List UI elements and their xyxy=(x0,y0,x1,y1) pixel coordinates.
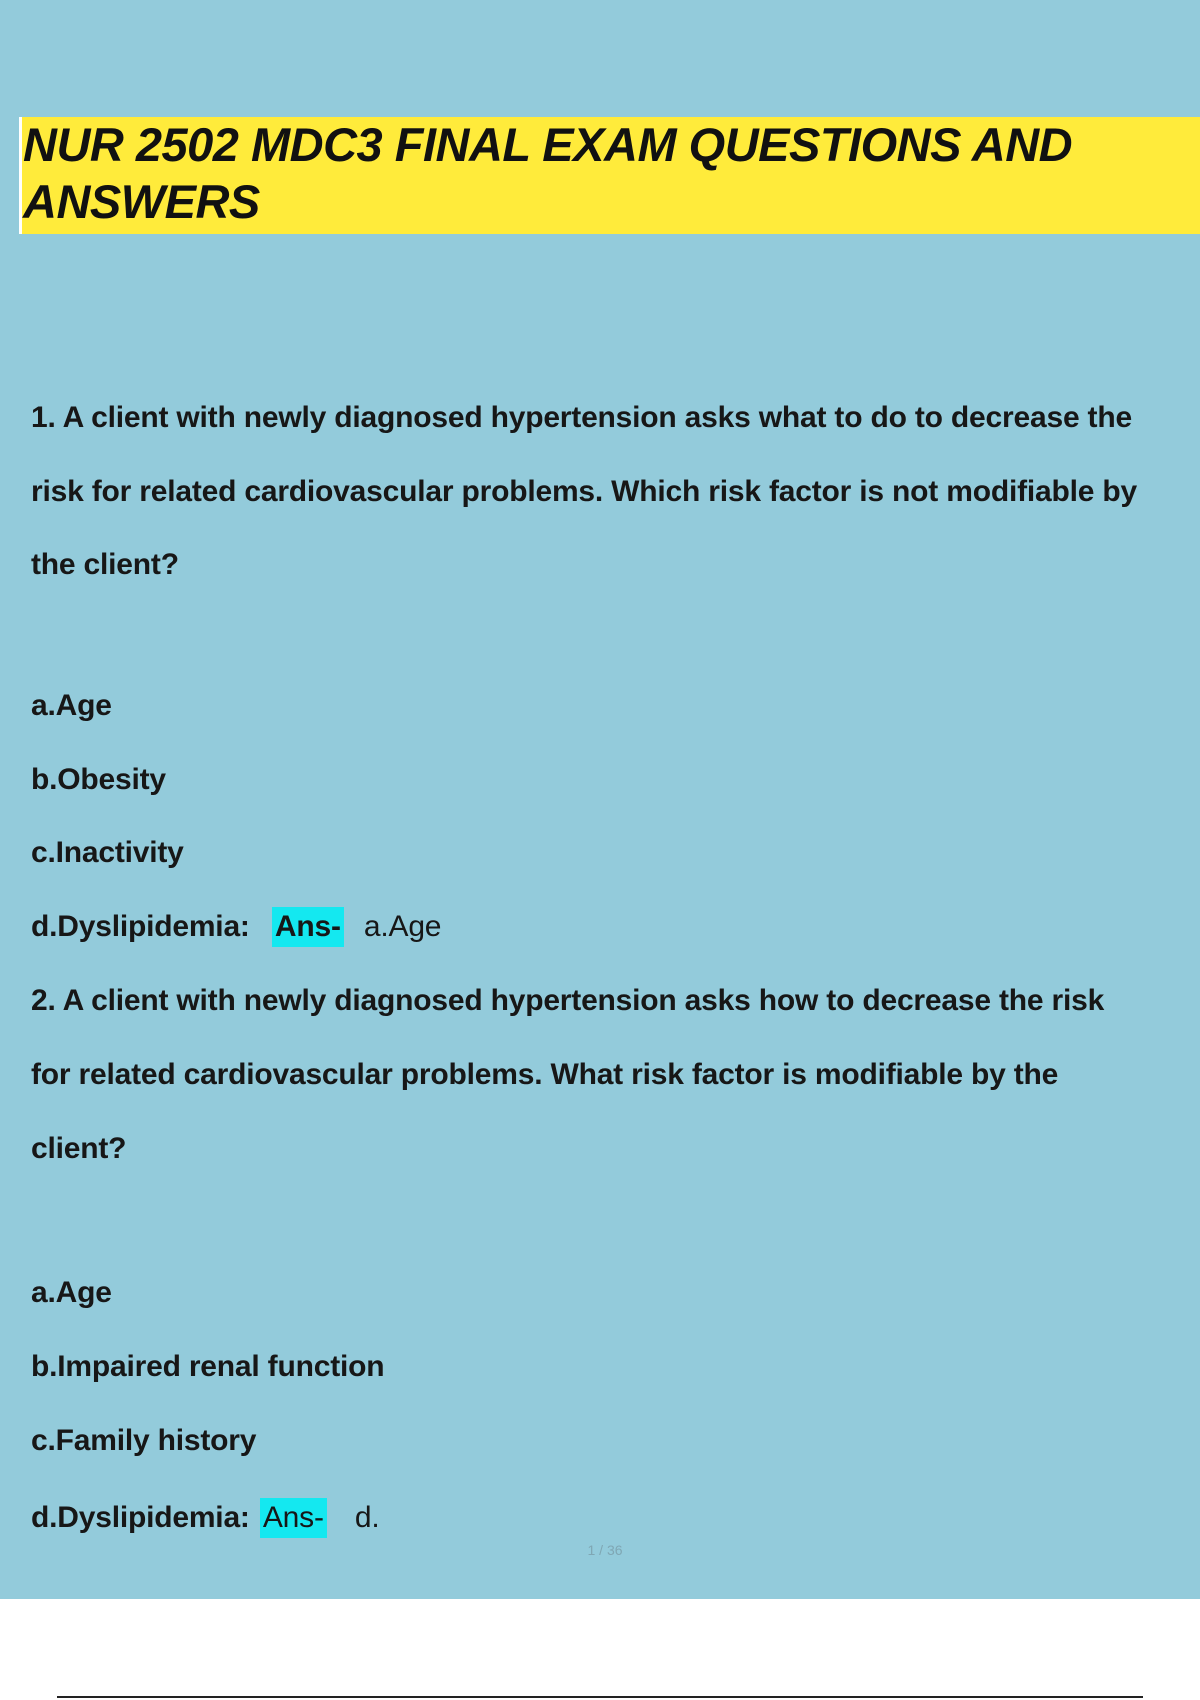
question-1-answer-label: Ans- xyxy=(272,907,344,947)
question-2-option-b: b.Impaired renal function xyxy=(31,1350,385,1383)
question-2-answer-value: d. xyxy=(354,1501,380,1534)
question-2-option-c: c.Family history xyxy=(31,1424,257,1457)
question-2-option-a: a.Age xyxy=(31,1276,112,1309)
question-1-option-c: c.Inactivity xyxy=(31,836,184,869)
document-title: NUR 2502 MDC3 FINAL EXAM QUESTIONS AND ANSWERS xyxy=(23,118,1073,228)
question-2-answer-label: Ans- xyxy=(260,1498,327,1538)
question-1-answer-value: a.Age xyxy=(363,910,442,943)
question-2-stem-line-1: 2. A client with newly diagnosed hypertension asks how to decrease the risk xyxy=(31,984,1105,1017)
question-1-answer-line xyxy=(31,907,441,947)
question-1-stem-line-3: the client? xyxy=(31,548,179,581)
page-indicator: 1 / 36 xyxy=(587,1542,623,1558)
question-2-option-d: d.Dyslipidemia: xyxy=(31,1501,250,1534)
question-1-stem-line-2: risk for related cardiovascular problems. Which risk factor is not modifiable by xyxy=(31,475,1137,508)
question-2-answer-line xyxy=(31,1498,380,1538)
footer-divider xyxy=(57,1696,1143,1698)
question-1-option-b: b.Obesity xyxy=(31,763,166,796)
question-2-stem-line-3: client? xyxy=(31,1132,127,1165)
question-2-stem-line-2: for related cardiovascular problems. What risk factor is modifiable by the xyxy=(31,1058,1059,1091)
question-1-option-d: d.Dyslipidemia: xyxy=(31,910,250,943)
question-1-stem-line-1: 1. A client with newly diagnosed hypertension asks what to do to decrease the xyxy=(31,401,1132,434)
question-1-option-a: a.Age xyxy=(31,689,112,722)
